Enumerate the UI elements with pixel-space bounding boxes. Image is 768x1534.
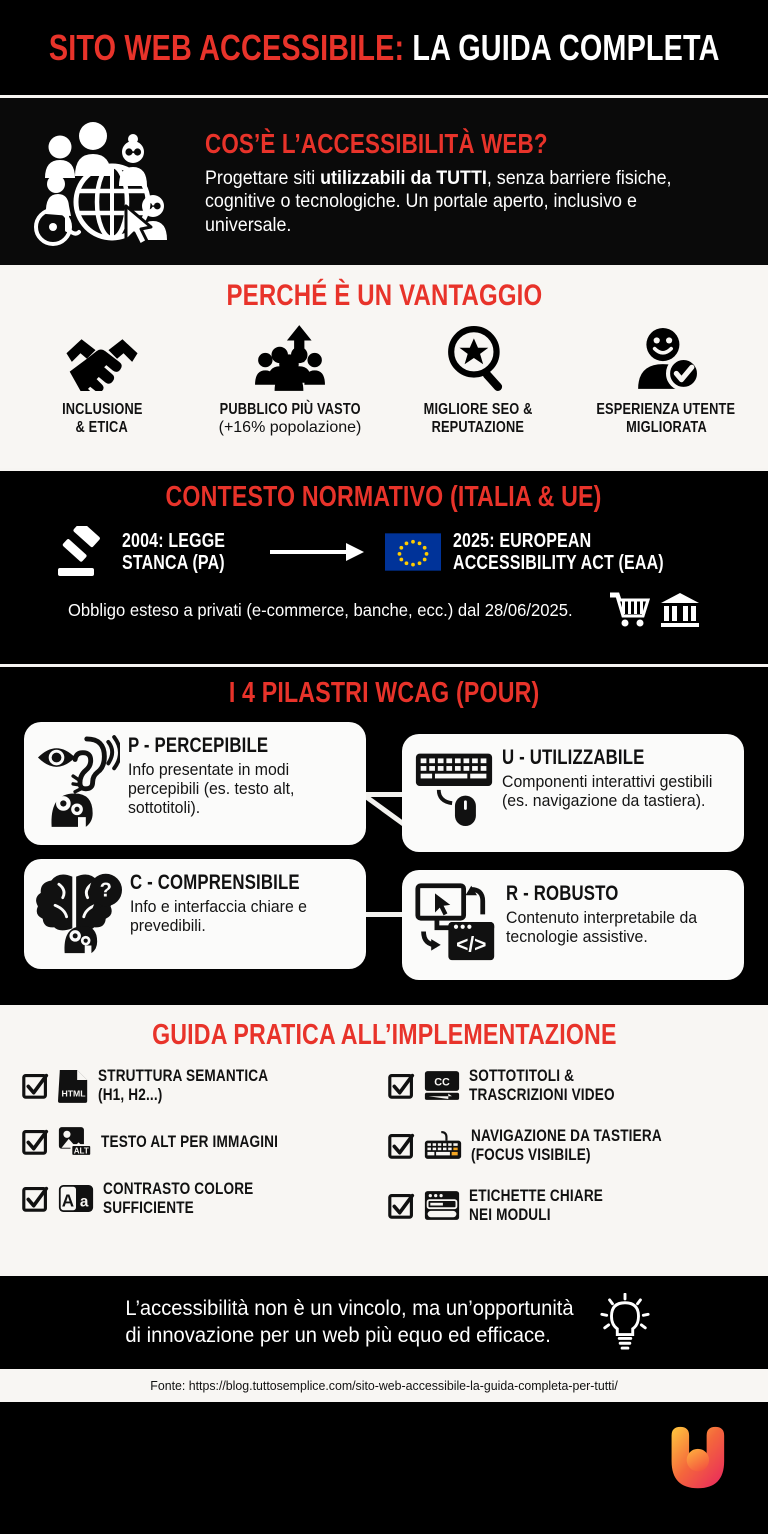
svg-text:?: ?: [99, 879, 112, 902]
checkbox-checked-icon[interactable]: [388, 1192, 415, 1219]
keyboard-mouse-icon: [414, 745, 494, 829]
benefit-sublabel: (+16% popolazione): [218, 419, 362, 437]
gavel-icon: [52, 526, 110, 578]
magnifier-star-icon: [444, 323, 512, 391]
handshake-icon: [63, 323, 141, 391]
page-title-white: LA GUIDA COMPLETA: [412, 26, 720, 68]
legal-heading: CONTESTO NORMATIVO (ITALIA & UE): [165, 481, 603, 513]
checklist-item-form-labels[interactable]: ETICHETTE CHIARE NEI MODULI: [388, 1186, 746, 1224]
benefit-label: INCLUSIONE: [61, 401, 143, 418]
form-labels-window-icon: [424, 1190, 460, 1221]
monitor-code-window-icon: [414, 881, 498, 963]
closed-caption-icon: [424, 1070, 460, 1101]
people-growth-arrow-icon: [253, 323, 327, 391]
pillar-title: U - UTILIZZABILE: [502, 746, 645, 769]
checklist-label: TESTO ALT PER IMMAGINI: [101, 1132, 279, 1152]
pillar-title: P - PERCEPIBILE: [128, 734, 269, 757]
pillars-heading: I 4 PILASTRI WCAG (POUR): [228, 677, 540, 709]
svg-text:HTML: HTML: [61, 1087, 86, 1098]
legal-note: Obbligo esteso a privati (e-commerce, banche, ecc.) dal 28/06/2025.: [68, 599, 574, 620]
pillar-card-operable: [402, 734, 744, 852]
pillar-text: Componenti interattivi gestibili (es. navigazione da tastiera).: [502, 773, 713, 811]
section-what-is-accessibility: [0, 98, 768, 265]
bank-icon: [660, 592, 700, 628]
checklist-item-color-contrast[interactable]: A a CONTRASTO COLORE SUFFICIENTE: [22, 1179, 380, 1217]
tuttosemplice-u-logo: [656, 1424, 730, 1498]
checklist-item-captions[interactable]: CC SOTTOTITOLI & TRASCRIZIONI VIDEO: [388, 1066, 746, 1104]
checkbox-checked-icon[interactable]: [388, 1072, 415, 1099]
keyboard-focus-icon: [424, 1130, 462, 1160]
contrast-aa-icon: [58, 1184, 94, 1213]
svg-text:CC: CC: [434, 1076, 450, 1089]
benefit-item-pubblico: [204, 323, 376, 438]
source-bar: [0, 1369, 768, 1402]
checklist-label: ETICHETTE CHIARE: [469, 1186, 604, 1206]
checkbox-checked-icon[interactable]: [22, 1185, 49, 1212]
benefit-label: ESPERIENZA UTENTE: [596, 401, 736, 418]
legal-left-line2: STANCA (PA): [121, 552, 225, 574]
shopping-cart-icon: [610, 592, 650, 628]
eu-flag-icon: [385, 533, 441, 571]
legal-left-line1: 2004: LEGGE: [121, 529, 225, 552]
benefit-item-esperienza: ESPERIENZA UTENTE MIGLIORATA: [580, 323, 752, 438]
checklist-label: NAVIGAZIONE DA TASTIERA: [471, 1126, 662, 1146]
what-is-body: Progettare siti utilizzabili da TUTTI, senza barriere fisiche, cognitive o tecnologiche. Un portale aperto, inclusivo e universale.: [205, 168, 672, 236]
svg-text:A: A: [61, 1191, 75, 1211]
brand-footer: [0, 1402, 768, 1534]
people-globe-accessibility-illustration: [20, 114, 195, 249]
lightbulb-idea-icon: [598, 1293, 652, 1353]
svg-text:</>: </>: [456, 933, 487, 957]
page-title-red: SITO WEB ACCESSIBILE:: [48, 26, 405, 68]
checklist-label: CONTRASTO COLORE: [103, 1179, 254, 1199]
right-arrow-icon: [259, 540, 377, 564]
section-wcag-pillars: [0, 667, 768, 1005]
checklist-item-keyboard-nav[interactable]: NAVIGAZIONE DA TASTIERA (FOCUS VISIBILE): [388, 1126, 746, 1164]
image-alt-icon: [58, 1126, 92, 1157]
benefit-label: MIGLIORE SEO &: [423, 401, 533, 418]
pillar-text: Contenuto interpretabile da tecnologie assistive.: [506, 909, 698, 947]
benefits-grid: [0, 323, 768, 438]
user-check-smile-icon: [631, 323, 701, 391]
pillar-text: Info e interfaccia chiare e prevedibili.: [130, 898, 307, 936]
section-legal-context: [0, 471, 768, 664]
svg-text:a: a: [79, 1193, 89, 1211]
checklist-label: SOTTOTITOLI &: [469, 1066, 575, 1085]
html-file-icon: [58, 1068, 89, 1103]
pillar-card-understandable: [24, 859, 366, 969]
benefits-heading: PERCHÉ È UN VANTAGGIO: [226, 279, 542, 312]
checklist-item-semantic-structure[interactable]: HTML STRUTTURA SEMANTICA (H1, H2...): [22, 1066, 380, 1104]
section-practical-guide: [0, 1008, 768, 1273]
pillar-card-perceivable: [24, 722, 366, 845]
benefit-label: PUBBLICO PIÙ VASTO: [219, 401, 361, 418]
legal-note-row: [0, 592, 768, 628]
legal-timeline: [0, 526, 768, 578]
quote-line-1: L’accessibilità non è un vincolo, ma un’opportunità: [124, 1297, 574, 1321]
pillar-card-robust: [402, 870, 744, 980]
what-is-heading: COS’È L’ACCESSIBILITÀ WEB?: [205, 128, 548, 160]
connector-p-u: [366, 792, 404, 797]
pillar-title: R - ROBUSTO: [506, 882, 619, 905]
svg-text:ALT: ALT: [73, 1146, 89, 1156]
legal-right-line1: 2025: EUROPEAN: [452, 529, 591, 552]
legal-right-line2: ACCESSIBILITY ACT (EAA): [452, 552, 664, 574]
source-url: Fonte: https://blog.tuttosemplice.com/sito-web-accessibile-la-guida-completa-per-tutti/: [150, 1378, 618, 1393]
section-benefits: [0, 268, 768, 468]
checklist-column-right: [388, 1066, 746, 1224]
checklist-heading: GUIDA PRATICA ALL’IMPLEMENTAZIONE: [151, 1019, 617, 1051]
eye-ear-head-gears-icon: [36, 733, 120, 827]
connector-c-r: [366, 912, 404, 917]
page-header: [0, 0, 768, 95]
checklist-column-left: [22, 1066, 380, 1224]
checkbox-checked-icon[interactable]: [22, 1072, 49, 1099]
checklist-item-alt-text[interactable]: [22, 1126, 380, 1157]
pillar-text: Info presentate in modi percepibili (es. testo alt, sottotitoli).: [128, 761, 295, 818]
brain-question-head-icon: [36, 870, 122, 954]
checkbox-checked-icon[interactable]: [388, 1132, 415, 1159]
quote-line-2: di innovazione per un web più equo ed efficace.: [124, 1323, 551, 1347]
checkbox-checked-icon[interactable]: [22, 1128, 49, 1155]
section-closing-quote: [0, 1276, 768, 1369]
benefit-item-inclusione: INCLUSIONE & ETICA: [16, 323, 188, 438]
pillar-title: C - COMPRENSIBILE: [130, 871, 300, 894]
checklist-label: STRUTTURA SEMANTICA: [98, 1066, 269, 1085]
benefit-item-seo: MIGLIORE SEO & REPUTAZIONE: [392, 323, 564, 438]
